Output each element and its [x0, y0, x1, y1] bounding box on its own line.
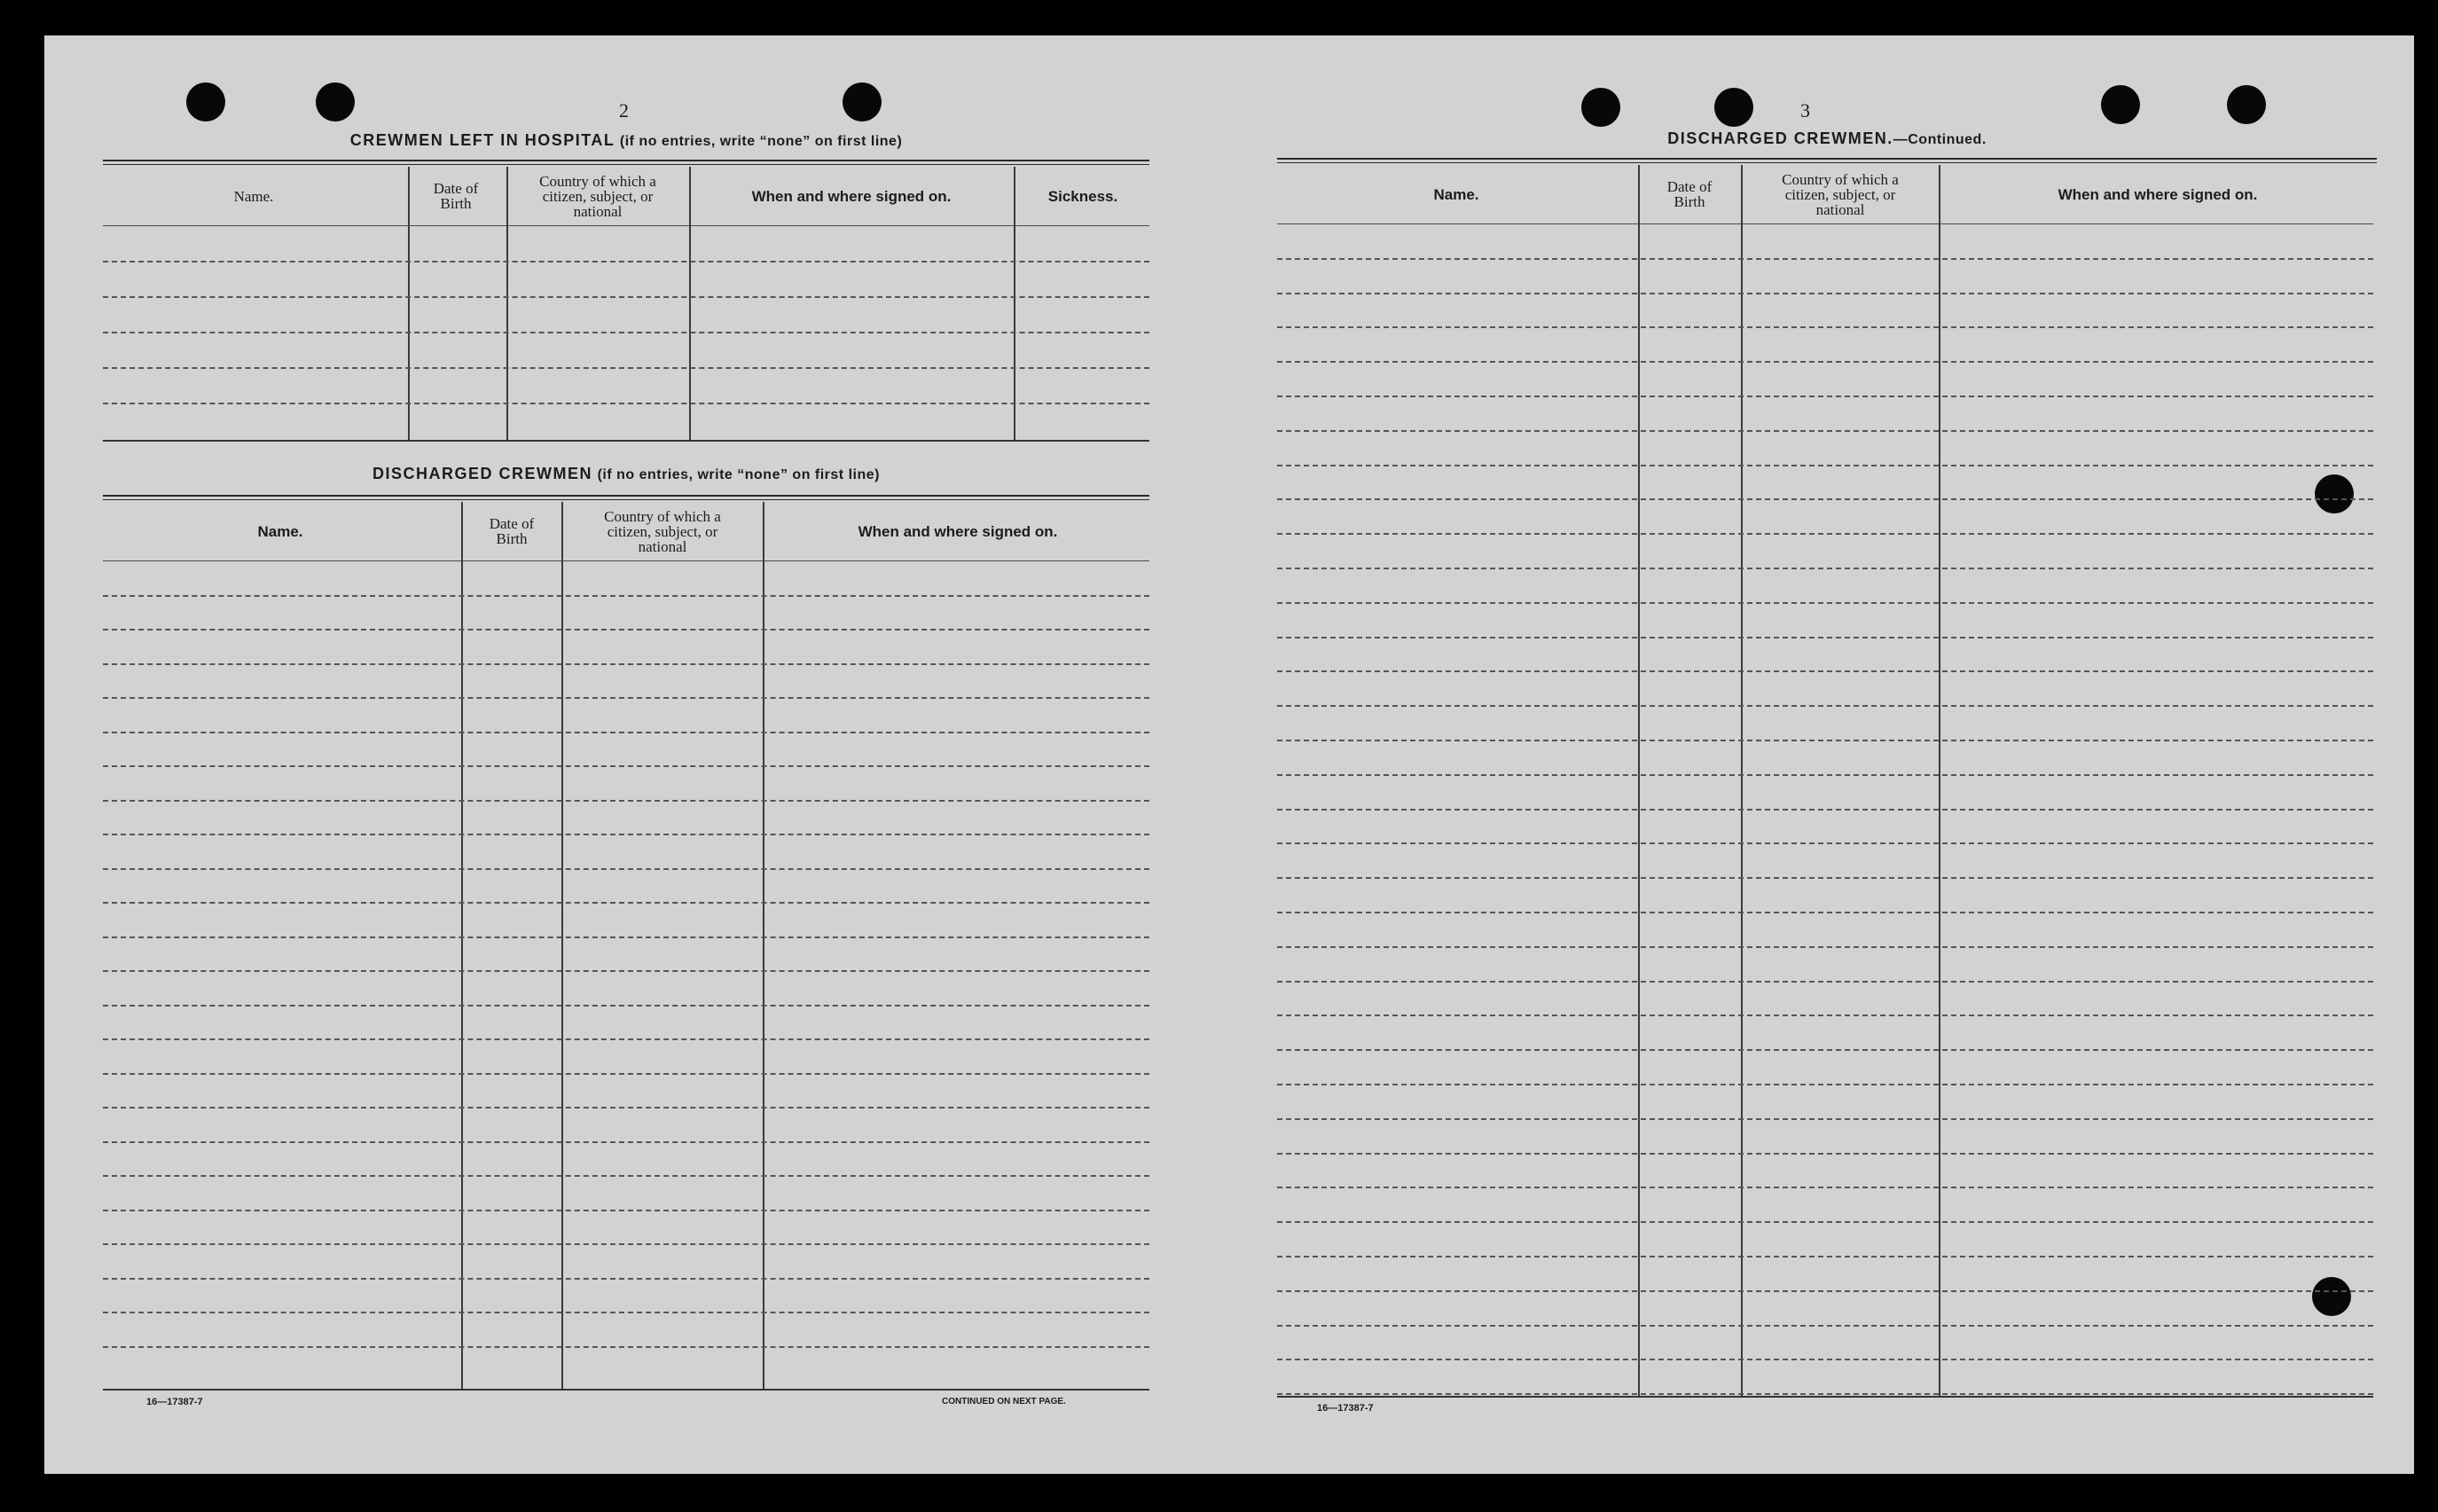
- blank-row: [1277, 498, 2373, 500]
- punch-hole: [186, 82, 225, 121]
- hospital-title-text: CREWMEN LEFT IN HOSPITAL: [349, 131, 615, 149]
- punch-hole: [2227, 85, 2266, 124]
- blank-row: [1277, 809, 2373, 811]
- right-table-title: [1277, 129, 2377, 148]
- blank-row: [103, 1243, 1149, 1245]
- blank-row: [1277, 946, 2373, 948]
- blank-row: [1277, 1153, 2373, 1155]
- blank-row: [103, 834, 1149, 835]
- discharged-col-name-header: Name.: [257, 522, 303, 540]
- blank-row: [103, 403, 1149, 404]
- punch-hole: [843, 82, 882, 121]
- hospital-table-title: [103, 131, 1149, 150]
- blank-row: [103, 1278, 1149, 1280]
- blank-row: [1277, 396, 2373, 397]
- right-col-country-header: Country of which a citizen, subject, or national: [1782, 170, 1899, 218]
- blank-row: [1277, 1256, 2373, 1257]
- discharged-col-dob-header: Date of Birth: [489, 515, 535, 547]
- blank-row: [103, 936, 1149, 938]
- blank-row: [1277, 705, 2373, 707]
- blank-row: [103, 1141, 1149, 1143]
- blank-row: [1277, 1359, 2373, 1360]
- blank-row: [103, 1312, 1149, 1313]
- punch-hole: [316, 82, 355, 121]
- table-bottom-rule: [103, 440, 1149, 442]
- form-number-right: 16—17387-7: [1317, 1403, 1374, 1414]
- blank-row: [1277, 1118, 2373, 1120]
- blank-row: [1277, 361, 2373, 363]
- blank-row: [1277, 1325, 2373, 1327]
- punch-hole: [1581, 88, 1620, 127]
- blank-row: [1277, 258, 2373, 260]
- blank-row: [103, 367, 1149, 369]
- blank-row: [1277, 293, 2373, 294]
- right-col-signed-header: When and where signed on.: [2058, 185, 2258, 203]
- right-table-rule: [1277, 158, 2377, 163]
- hospital-table-rule: [103, 160, 1149, 165]
- punch-hole: [2101, 85, 2140, 124]
- blank-row: [1277, 1015, 2373, 1016]
- blank-row: [103, 663, 1149, 665]
- blank-row: [1277, 326, 2373, 328]
- blank-row: [1277, 465, 2373, 466]
- blank-row: [103, 868, 1149, 870]
- blank-row: [103, 1107, 1149, 1109]
- hospital-col-country-header: Country of which a citizen, subject, or national: [539, 172, 656, 220]
- discharged-col-signed-header: When and where signed on.: [858, 522, 1058, 540]
- discharged-table: [103, 502, 1149, 1391]
- blank-row: [103, 595, 1149, 597]
- blank-row: [1277, 877, 2373, 879]
- punch-hole: [1714, 88, 1753, 127]
- blank-row: [1277, 1221, 2373, 1223]
- blank-row: [103, 697, 1149, 699]
- hospital-col-sickness-header: Sickness.: [1047, 187, 1118, 205]
- hospital-rows: [103, 225, 1149, 442]
- blank-row: [1277, 981, 2373, 983]
- blank-row: [1277, 602, 2373, 604]
- discharged-table-title: [103, 465, 1149, 483]
- blank-row: [103, 629, 1149, 631]
- blank-row: [103, 261, 1149, 262]
- blank-row: [1277, 1084, 2373, 1085]
- right-col-dob-header: Date of Birth: [1666, 178, 1713, 210]
- discharged-rows: [103, 560, 1149, 1391]
- blank-row: [103, 296, 1149, 298]
- blank-row: [103, 970, 1149, 972]
- blank-row: [103, 1005, 1149, 1007]
- page-number-left: 2: [619, 99, 629, 121]
- table-bottom-rule: [1277, 1396, 2373, 1398]
- discharged-title-text: DISCHARGED CREWMEN: [372, 465, 593, 482]
- blank-row: [1277, 774, 2373, 776]
- blank-row: [1277, 912, 2373, 913]
- continued-rows: [1277, 223, 2373, 1398]
- right-col-name-header: Name.: [1433, 185, 1479, 203]
- discharged-continued-table: [1277, 165, 2373, 1398]
- blank-row: [103, 1210, 1149, 1211]
- continued-note: CONTINUED ON NEXT PAGE.: [942, 1397, 1066, 1406]
- blank-row: [1277, 637, 2373, 638]
- blank-row: [1277, 740, 2373, 741]
- page-number-right: 3: [1800, 99, 1810, 121]
- blank-row: [1277, 1187, 2373, 1188]
- form-number-left: 16—17387-7: [146, 1397, 203, 1407]
- blank-row: [103, 765, 1149, 767]
- blank-row: [1277, 1393, 2373, 1395]
- blank-row: [103, 902, 1149, 904]
- blank-row: [103, 1346, 1149, 1348]
- right-title-suffix: —Continued.: [1893, 132, 1987, 147]
- blank-row: [103, 732, 1149, 733]
- document-sheet: [44, 35, 2414, 1474]
- table-bottom-rule: [103, 1389, 1149, 1391]
- hospital-table: [103, 167, 1149, 442]
- blank-row: [1277, 670, 2373, 672]
- discharged-table-rule: [103, 495, 1149, 500]
- blank-row: [1277, 1049, 2373, 1051]
- blank-row: [103, 1038, 1149, 1040]
- blank-row: [1277, 842, 2373, 844]
- blank-row: [103, 1073, 1149, 1075]
- blank-row: [103, 800, 1149, 802]
- blank-row: [1277, 1290, 2373, 1292]
- hospital-col-name-header: Name.: [233, 187, 274, 205]
- blank-row: [103, 1175, 1149, 1177]
- hospital-col-dob-header: Date of Birth: [433, 180, 479, 212]
- blank-row: [103, 332, 1149, 333]
- hospital-title-note: (if no entries, write “none” on first line): [619, 134, 903, 149]
- blank-row: [1277, 430, 2373, 432]
- discharged-col-country-header: Country of which a citizen, subject, or national: [604, 507, 721, 555]
- right-title-text: DISCHARGED CREWMEN.: [1667, 129, 1893, 147]
- hospital-col-signed-header: When and where signed on.: [751, 187, 952, 205]
- discharged-title-note: (if no entries, write “none” on first line): [597, 467, 880, 482]
- blank-row: [1277, 533, 2373, 535]
- blank-row: [1277, 568, 2373, 569]
